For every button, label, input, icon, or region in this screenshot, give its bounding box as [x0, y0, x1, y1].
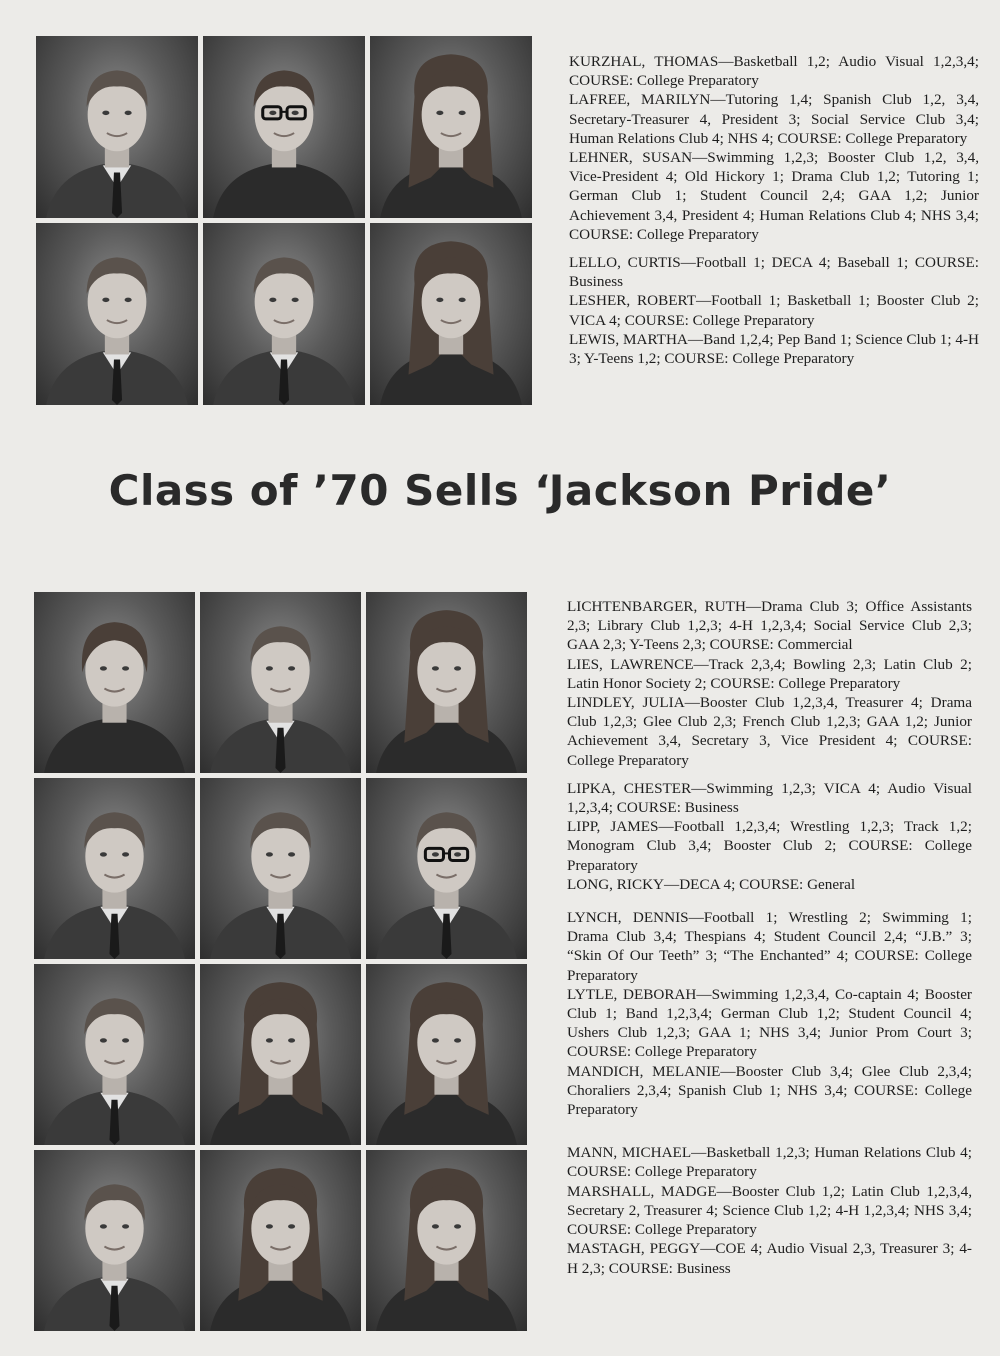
portrait-silhouette	[366, 964, 527, 1145]
portrait-silhouette	[200, 778, 361, 959]
student-bio: MARSHALL, MADGE—Booster Club 1,2; Latin Club 1,2,3,4, Secretary 2, Treasurer 4; Science Club 1,2; 4-H 1,2,3,4; NHS 3,4; COURSE: College Preparatory	[567, 1182, 972, 1239]
portrait-silhouette	[370, 223, 532, 405]
portrait-photo	[34, 778, 195, 959]
student-bio: LIPP, JAMES—Football 1,2,3,4; Wrestling 1,2,3; Track 1,2; Monogram Club 3,4; Booster Club 2; COURSE: College Preparatory	[567, 818, 972, 874]
portrait-silhouette	[366, 778, 527, 959]
student-bio: LONG, RICKY—DECA 4; COURSE: General	[567, 875, 856, 893]
student-bio: LIES, LAWRENCE—Track 2,3,4; Bowling 2,3; Latin Club 2; Latin Honor Society 2; COURSE: College Preparatory	[567, 655, 972, 692]
portrait-photo	[200, 1150, 361, 1331]
portrait-photo	[203, 36, 365, 218]
portrait-silhouette	[36, 223, 198, 405]
student-bio: LINDLEY, JULIA—Booster Club 1,2,3,4, Treasurer 4; Drama Club 1,2,3; Glee Club 2,3; French Club 1,2,3; GAA 1,2; Junior Achievement 3,4, Secretary 3, Vice President 4; COURSE: College Preparatory	[567, 694, 972, 769]
student-bio: MANDICH, MELANIE—Booster Club 3,4; Glee Club 2,3,4; Choraliers 2,3,4; Spanish Club 1; NHS 3,4; COURSE: College Preparatory	[567, 1062, 972, 1119]
portrait-photo	[34, 1150, 195, 1331]
student-bio: LELLO, CURTIS—Football 1; DECA 4; Baseball 1; COURSE: Business	[569, 254, 979, 291]
portrait-photo	[34, 592, 195, 773]
student-bio: LAFREE, MARILYN—Tutoring 1,4; Spanish Club 1,2, 3,4, Secretary-Treasurer 4, President 3; Social Service Club 3,4; Human Relations Club 4; NHS 4; COURSE: College Preparatory	[569, 91, 979, 147]
student-bio: LICHTENBARGER, RUTH—Drama Club 3; Office Assistants 2,3; Library Club 1,2,3; 4-H 1,2,3,4; Social Service Club 2,3; GAA 2,3; Y-Teens 2,3; COURSE: Commercial	[567, 598, 972, 654]
student-bio: LYNCH, DENNIS—Football 1; Wrestling 2; Swimming 1; Drama Club 3,4; Thespians 4; Student Council 2,4; “J.B.” 3; “Skin Of Our Teeth” 3; “The Enchanted” 4; COURSE: College Preparatory	[567, 909, 972, 984]
portrait-silhouette	[370, 36, 532, 218]
student-bio: MANN, MICHAEL—Basketball 1,2,3; Human Relations Club 4; COURSE: College Preparatory	[567, 1144, 972, 1181]
portrait-photo	[370, 36, 532, 218]
portrait-photo	[200, 778, 361, 959]
portrait-photo	[34, 964, 195, 1145]
portrait-silhouette	[34, 592, 195, 773]
student-bio: LYTLE, DEBORAH—Swimming 1,2,3,4, Co-captain 4; Booster Club 1; Band 1,2,3,4; German Club 1,2; Student Council 4; Ushers Club 1,2,3; GAA 1; NHS 3,4; Junior Prom Court 3; COURSE: College Preparatory	[567, 985, 972, 1061]
portrait-silhouette	[200, 1150, 361, 1331]
portrait-silhouette	[34, 1150, 195, 1331]
portrait-silhouette	[200, 592, 361, 773]
portrait-photo	[366, 592, 527, 773]
portrait-silhouette	[203, 36, 365, 218]
portrait-photo	[203, 223, 365, 405]
portrait-photo	[200, 592, 361, 773]
top-bio-block	[569, 52, 979, 368]
bottom-bio-block	[567, 597, 972, 1278]
student-bio: LESHER, ROBERT—Football 1; Basketball 1; Booster Club 2; VICA 4; COURSE: College Preparatory	[569, 292, 979, 329]
top-photo-grid	[36, 36, 532, 405]
student-bio: LIPKA, CHESTER—Swimming 1,2,3; VICA 4; Audio Visual 1,2,3,4; COURSE: Business	[567, 779, 972, 817]
portrait-photo	[366, 1150, 527, 1331]
student-bio: LEWIS, MARTHA—Band 1,2,4; Pep Band 1; Science Club 1; 4-H 3; Y-Teens 1,2; COURSE: College Preparatory	[569, 330, 979, 368]
student-bio: MASTAGH, PEGGY—COE 4; Audio Visual 2,3, Treasurer 3; 4-H 2,3; COURSE: Business	[567, 1240, 972, 1277]
bottom-photo-grid	[34, 592, 529, 1331]
student-bio: LEHNER, SUSAN—Swimming 1,2,3; Booster Club 1,2, 3,4, Vice-President 4; Old Hickory 1; Drama Club 1,2; Tutoring 1; German Club 1; Student Council 2,4; GAA 1,2; Junior Achievement 3,4, President 4; Human Relations Club 4; NHS 3,4; COURSE: College Preparatory	[569, 149, 979, 243]
page-headline: Class of ’70 Sells ‘Jackson Pride’	[108, 466, 892, 515]
portrait-silhouette	[366, 1150, 527, 1331]
portrait-silhouette	[203, 223, 365, 405]
student-bio: KURZHAL, THOMAS—Basketball 1,2; Audio Visual 1,2,3,4; COURSE: College Preparatory	[569, 53, 979, 90]
portrait-photo	[370, 223, 532, 405]
portrait-silhouette	[366, 592, 527, 773]
portrait-photo	[366, 964, 527, 1145]
portrait-silhouette	[200, 964, 361, 1145]
portrait-silhouette	[34, 964, 195, 1145]
portrait-photo	[366, 778, 527, 959]
portrait-photo	[36, 36, 198, 218]
portrait-silhouette	[36, 36, 198, 218]
portrait-silhouette	[34, 778, 195, 959]
portrait-photo	[200, 964, 361, 1145]
portrait-photo	[36, 223, 198, 405]
